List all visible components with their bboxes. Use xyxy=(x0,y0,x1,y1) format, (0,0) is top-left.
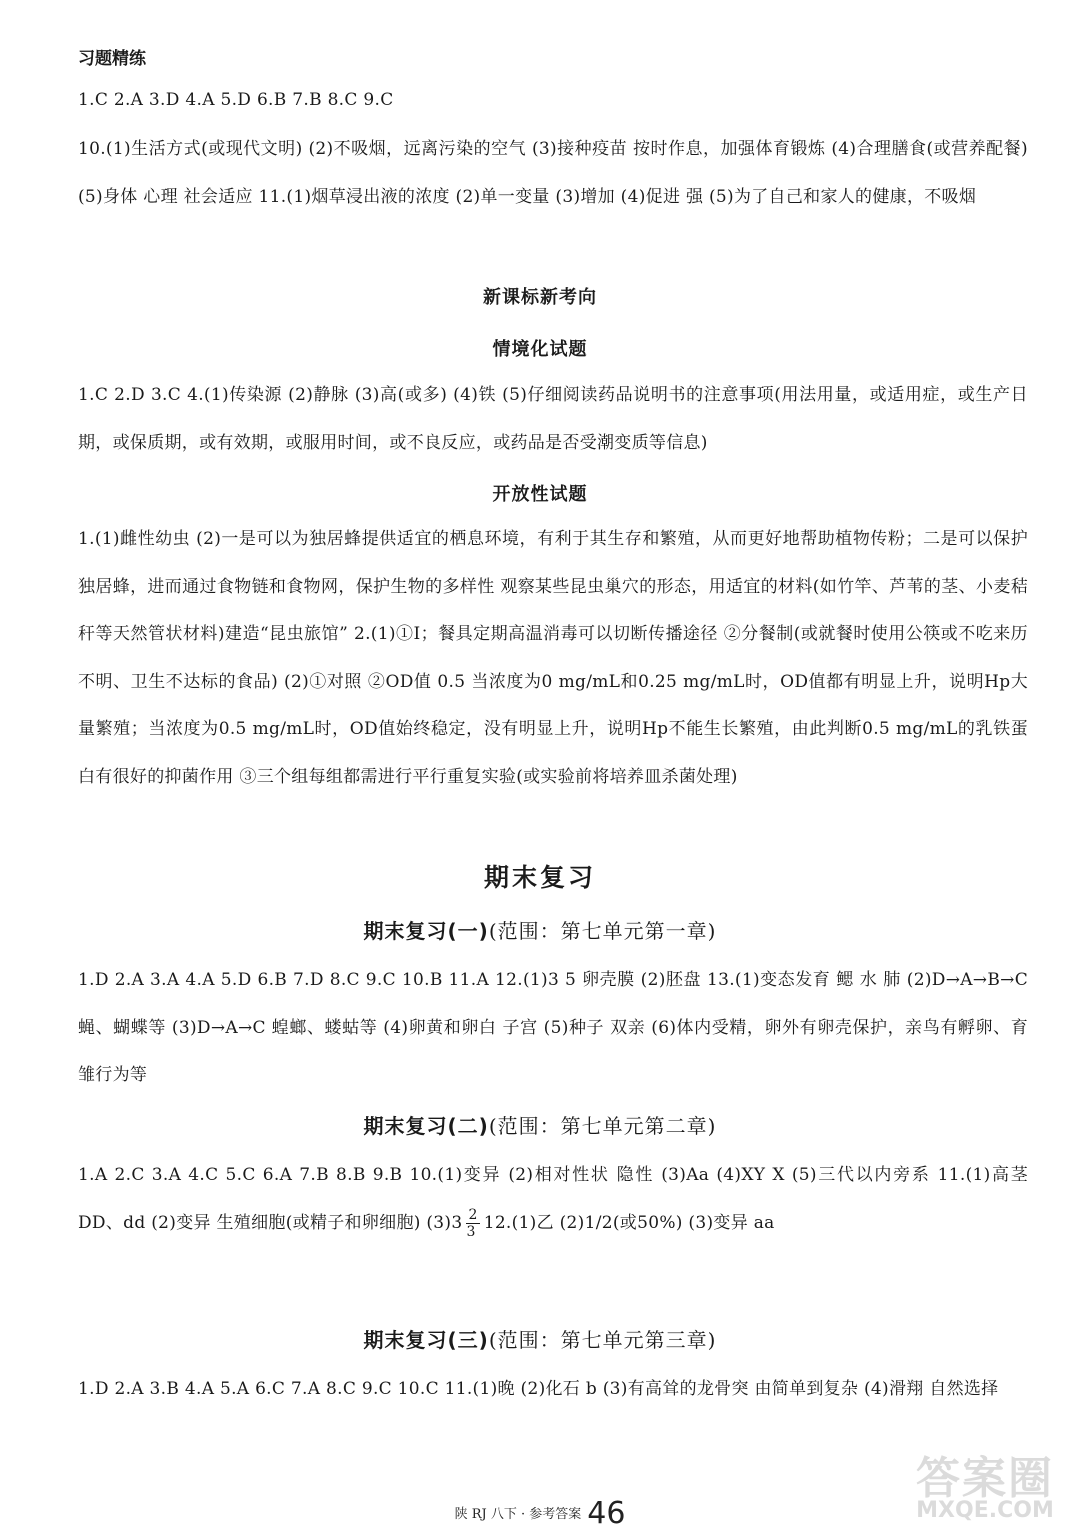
fraction xyxy=(466,1208,479,1239)
review-2-title: 期末复习(二) xyxy=(363,1114,489,1138)
review-1-heading xyxy=(0,915,1080,944)
review-2-range: (范围：第七单元第二章) xyxy=(488,1114,717,1138)
heading-open-ended: 开放性试题 xyxy=(492,484,588,505)
answers-paragraph-3: 1.C 2.D 3.C 4.(1)传染源 (2)静脉 (3)高(或多) (4)铁 (5)仔细阅读药品说明书的注意事项(用法用量，或适用症，或生产日期，或保质期，或有效期，或服用时间，或不良反应，或药品是否受潮变质等信息) xyxy=(78,385,1028,453)
section-label: 习题精练 xyxy=(78,49,146,69)
fraction-numerator: 2 xyxy=(468,1206,478,1223)
review-3-title: 期末复习(三) xyxy=(363,1328,489,1352)
heading-new-curriculum: 新课标新考向 xyxy=(483,287,597,308)
page-number: 46 xyxy=(587,1496,626,1531)
heading-situational: 情境化试题 xyxy=(492,339,588,360)
review-2-text-a: 1.A 2.C 3.A 4.C 5.C 6.A 7.B 8.B 9.B 10.(1)变异 (2)相对性状 隐性 (3)Aa (4)XY X (5)三代以内旁系 11.(1)高茎 DD、dd (2)变异 生殖细胞(或精子和卵细胞) (3)3 xyxy=(78,1165,1028,1233)
review-3-range: (范围：第七单元第三章) xyxy=(488,1328,717,1352)
answers-paragraph-1: 1.C 2.A 3.D 4.A 5.D 6.B 7.B 8.C 9.C xyxy=(78,90,394,110)
footer-label: 陕 RJ 八下 · 参考答案 xyxy=(454,1507,582,1522)
review-3-answers: 1.D 2.A 3.B 4.A 5.A 6.C 7.A 8.C 9.C 10.C 11.(1)晚 (2)化石 b (3)有高耸的龙骨突 由简单到复杂 (4)滑翔 自然选择 xyxy=(78,1379,999,1399)
review-2-answers xyxy=(78,1152,1028,1247)
fraction-denominator: 3 xyxy=(466,1223,476,1240)
review-1-range: (范围：第七单元第一章) xyxy=(488,919,717,943)
heading-final-review: 期末复习 xyxy=(483,863,596,892)
answers-paragraph-4: 1.(1)雌性幼虫 (2)一是可以为独居蜂提供适宜的栖息环境，有利于其生存和繁殖，从而更好地帮助植物传粉；二是可以保护独居蜂，进而通过食物链和食物网，保护生物的多样性 观察某些昆虫巢穴的形态，用适宜的材料(如竹竿、芦苇的茎、小麦秸秆等天然管状材料)建造“昆虫旅馆” 2.(1)①Ⅰ；餐具定期高温消毒可以切断传播途径 ②分餐制(或就餐时使用公筷或不吃来历不明、卫生不达标的食品) (2)①对照 ②OD值 0.5 当浓度为0 mg/mL和0.25 mg/mL时，OD值都有明显上升，说明Hp大量繁殖；当浓度为0.5 mg/mL时，OD值始终稳定，没有明显上升，说明Hp不能生长繁殖，由此判断0.5 mg/mL的乳铁蛋白有很好的抑菌作用 ③三个组每组都需进行平行重复实验(或实验前将培养皿杀菌处理) xyxy=(78,529,1028,787)
review-1-answers: 1.D 2.A 3.A 4.A 5.D 6.B 7.D 8.C 9.C 10.B 11.A 12.(1)3 5 卵壳膜 (2)胚盘 13.(1)变态发育 鳃 水 肺 (2)D→A→B→C 蝇、蝴蝶等 (3)D→A→C 蝗螂、蝼蛄等 (4)卵黄和卵白 子宫 (5)种子 双亲 (6)体内受精，卵外有卵壳保护，亲鸟有孵卵、育雏行为等 xyxy=(78,970,1028,1085)
watermark xyxy=(898,1442,1072,1528)
watermark-logo: 答案圈 xyxy=(916,1453,1054,1504)
review-2-text-b: 12.(1)乙 (2)1/2(或50%) (3)变异 aa xyxy=(483,1212,775,1233)
review-2-heading xyxy=(0,1110,1080,1139)
review-3-heading xyxy=(0,1324,1080,1353)
answers-paragraph-2: 10.(1)生活方式(或现代文明) (2)不吸烟，远离污染的空气 (3)接种疫苗 按时作息，加强体育锻炼 (4)合理膳食(或营养配餐) (5)身体 心理 社会适应 11.(1)烟草浸出液的浓度 (2)单一变量 (3)增加 (4)促进 强 (5)为了自己和家人的健康，不吸烟 xyxy=(78,139,1028,207)
review-1-title: 期末复习(一) xyxy=(363,919,489,943)
watermark-url: MXQE.COM xyxy=(916,1498,1054,1523)
